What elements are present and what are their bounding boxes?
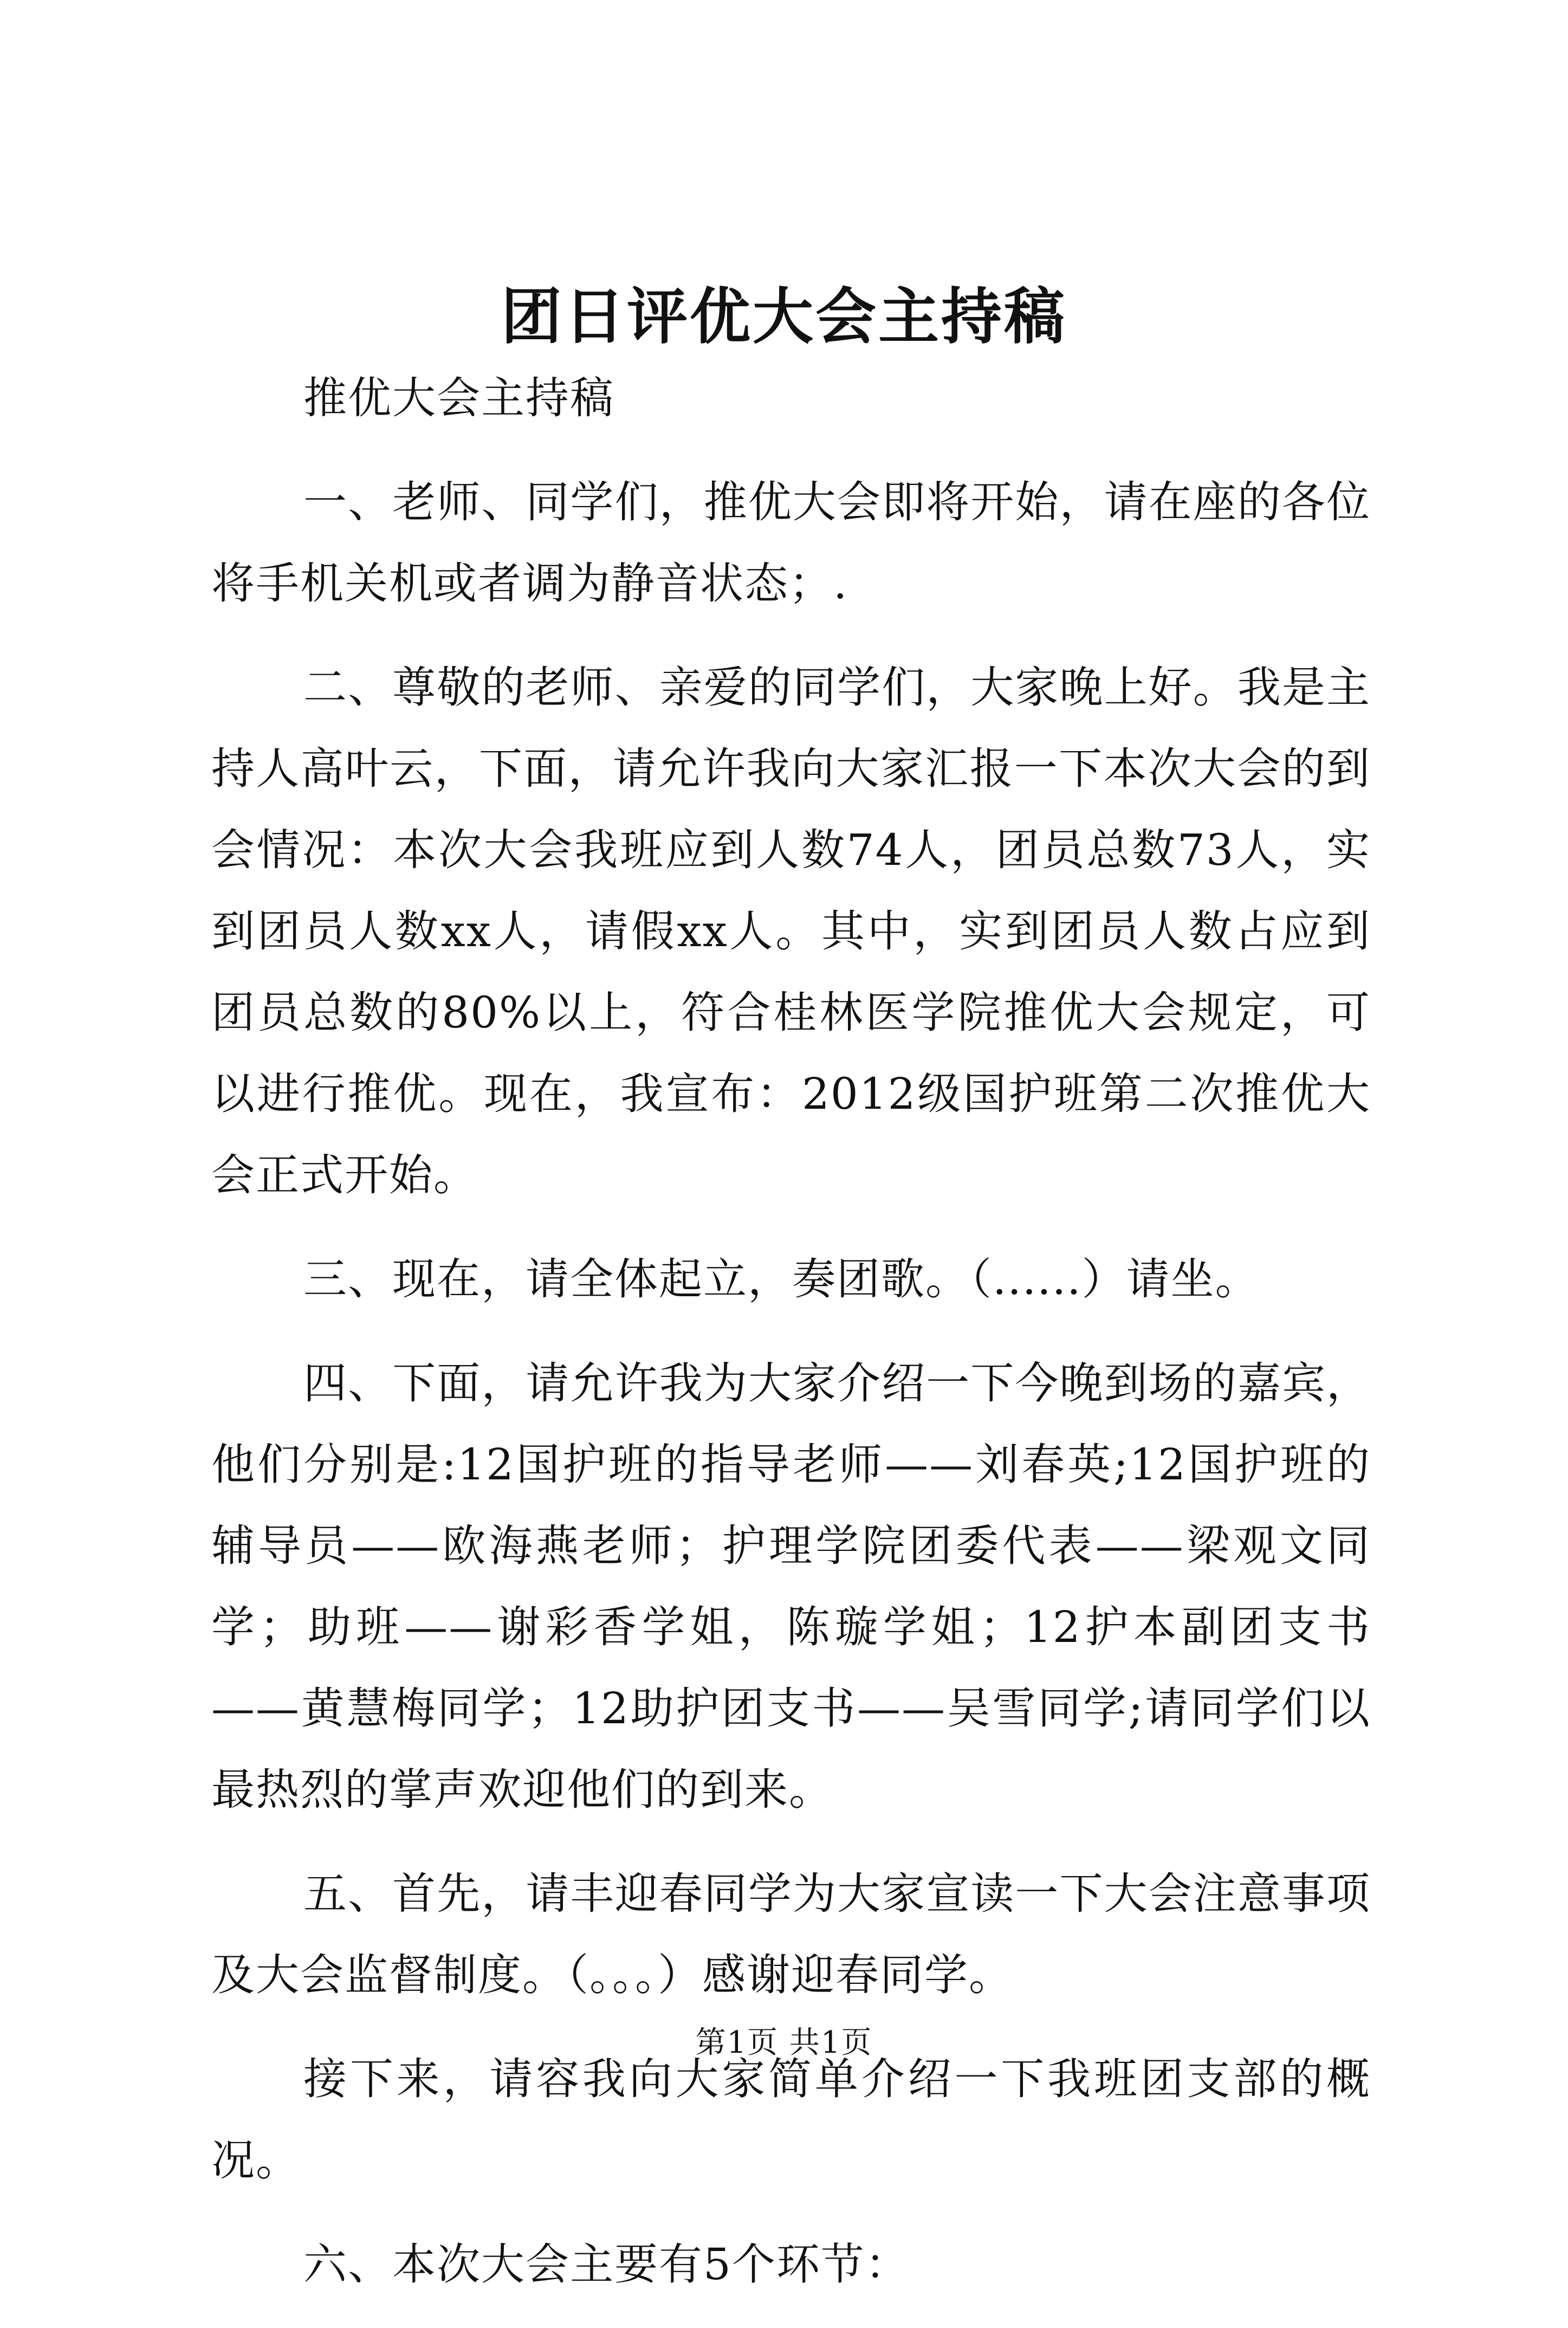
paragraph-3: 三、现在，请全体起立，奏团歌。（......）请坐。 — [303, 1254, 1260, 1304]
paragraph-1: 一、老师、同学们，推优大会即将开始，请在座的各位将手机关机或者调为静音状态；. — [211, 477, 1371, 609]
paragraph-4: 四、下面，请允许我为大家介绍一下今晚到场的嘉宾，他们分别是:12国护班的指导老师——刘春英;12国护班的辅导员——欧海燕老师；护理学院团委代表——梁观文同学；助班——谢彩香学姐，陈璇学姐；12护本副团支书——黄慧梅同学；12助护团支书——吴雪同学;请同学们以最热烈的掌声欢迎他们的到来。 — [211, 1358, 1371, 1815]
document-title: 团日评优大会主持稿 — [501, 281, 1067, 352]
page-footer: 第1页 共1页 — [695, 2025, 873, 2060]
paragraph-5: 五、首先，请丰迎春同学为大家宣读一下大会注意事项及大会监督制度。（。。。）感谢迎春同学。 — [211, 1868, 1371, 2000]
paragraph-6: 接下来，请容我向大家简单介绍一下我班团支部的概况。 — [211, 2054, 1371, 2185]
paragraph-heading: 推优大会主持稿 — [303, 373, 614, 423]
paragraph-2: 二、尊敬的老师、亲爱的同学们，大家晚上好。我是主持人高叶云，下面，请允许我向大家汇报一下本次大会的到会情况：本次大会我班应到人数74人，团员总数73人，实到团员人数xx人，请假xx人。其中，实到团员人数占应到团员总数的80%以上，符合桂林医学院推优大会规定，可以进行推优。现在，我宣布：2012级国护班第二次推优大会正式开始。 — [211, 662, 1371, 1200]
paragraph-7: 六、本次大会主要有5个环节： — [303, 2239, 910, 2290]
